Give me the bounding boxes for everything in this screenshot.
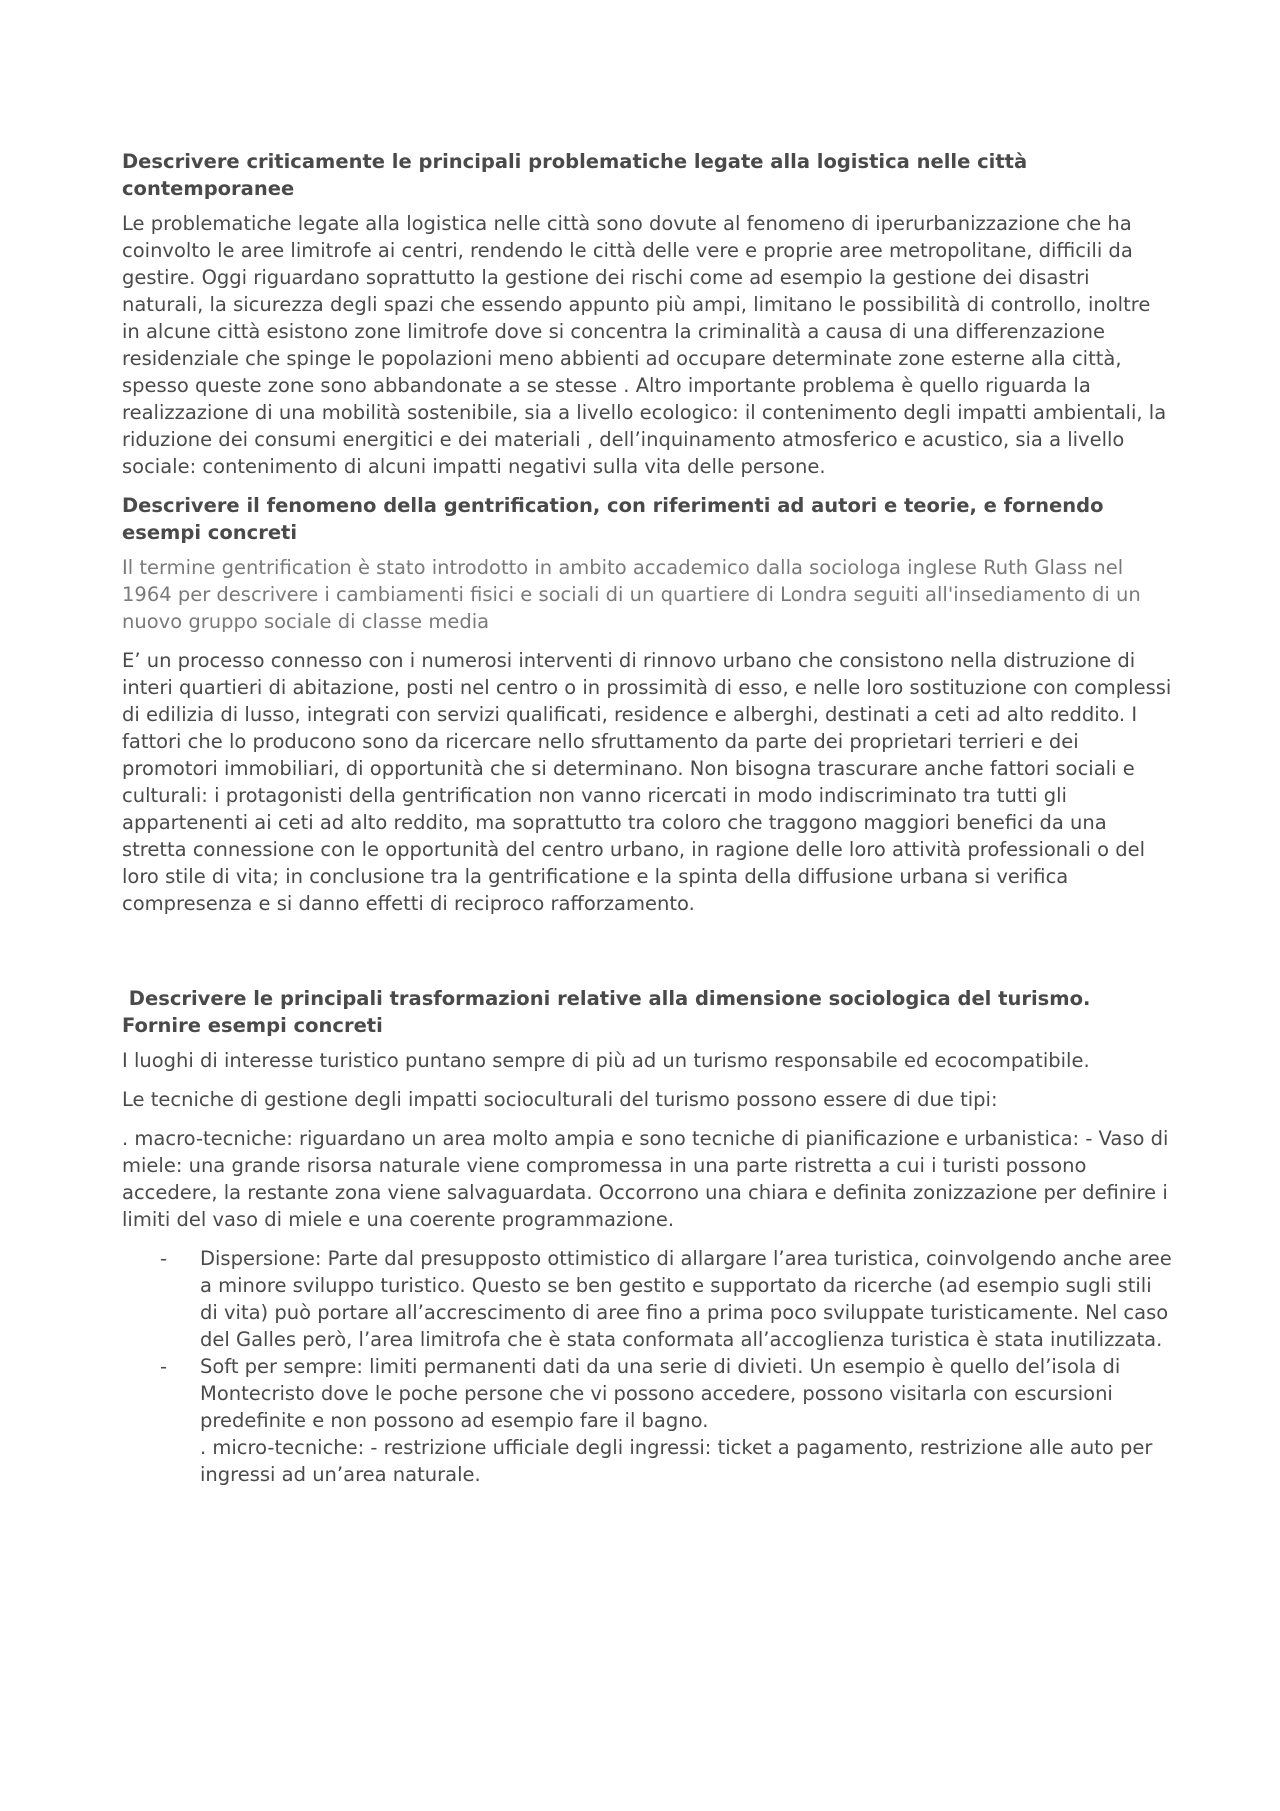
spacer — [122, 929, 1172, 985]
section-heading-gentrification: Descrivere il fenomeno della gentrification, con riferimenti ad autori e teorie, e fornendo esempi concreti — [122, 494, 1104, 544]
paragraph: Le tecniche di gestione degli impatti socioculturali del turismo possono essere di due tipi: — [122, 1088, 998, 1111]
document-page — [122, 148, 1172, 1488]
paragraph: . macro-tecniche: riguardano un area molto ampia e sono tecniche di pianificazione e urbanistica: - Vaso di miele: una grande risorsa naturale viene compromessa in una parte ristretta a cui i turisti possono accedere, la restante zona viene salvaguardata. Occorrono una chiara e definita zonizzazione per definire i limiti del vaso di miele e una coerente programmazione. — [122, 1127, 1169, 1231]
paragraph: E’ un processo connesso con i numerosi interventi di rinnovo urbano che consistono nella distruzione di interi quartieri di abitazione, posti nel centro o in prossimità di esso, e nelle loro sostituzione con complessi di edilizia di lusso, integrati con servizi qualificati, residence e alberghi, destinati a ceti ad alto reddito. I fattori che lo producono sono da ricercare nello sfruttamento da parte dei proprietari terrieri e dei promotori immobiliari, di opportunità che si determinano. Non bisogna trascurare anche fattori sociali e culturali: i protagonisti della gentrification non vanno ricercati in modo indiscriminato tra tutti gli appartenenti ai ceti ad alto reddito, ma soprattutto tra coloro che traggono maggiori benefici da una stretta connessione con le opportunità del centro urbano, in ragione delle loro attività professionali o del loro stile di vita; in conclusione tra la gentrificatione e la spinta della diffusione urbana si verifica compresenza e si danno effetti di reciproco rafforzamento. — [122, 649, 1172, 915]
section-heading-logistica: Descrivere criticamente le principali problematiche legate alla logistica nelle città contemporanee — [122, 150, 1028, 200]
section-heading-turismo: Descrivere le principali trasformazioni relative alla dimensione sociologica del turismo. Fornire esempi concreti — [122, 987, 1098, 1037]
paragraph: Le problematiche legate alla logistica nelle città sono dovute al fenomeno di iperurbanizzazione che ha coinvolto le aree limitrofe ai centri, rendendo le città delle vere e proprie aree metropolitane, difficili da gestire. Oggi riguardano soprattutto la gestione dei rischi come ad esempio la gestione dei disastri naturali, la sicurezza degli spazi che essendo appunto più ampi, limitano le possibilità di controllo, inoltre in alcune città esistono zone limitrofe dove si concentra la criminalità a causa di una differenzazione residenziale che spinge le popolazioni meno abbienti ad occupare determinate zone esterne alla città, spesso queste zone sono abbandonate a se stesse . Altro importante problema è quello riguarda la realizzazione di una mobilità sostenibile, sia a livello ecologico: il contenimento degli impatti ambientali, la riduzione dei consumi energitici e dei materiali , dell’inquinamento atmosferico e acustico, sia a livello sociale: contenimento di alcuni impatti negativi sulla vita delle persone. — [122, 212, 1167, 478]
paragraph: I luoghi di interesse turistico puntano sempre di più ad un turismo responsabile ed ecocompatibile. — [122, 1049, 1090, 1072]
dash-bullet: - — [160, 1247, 168, 1270]
list-item-text: Soft per sempre: limiti permanenti dati da una serie di divieti. Un esempio è quello del’isola di Montecristo dove le poche persone che vi possono accedere, possono visitarla con escursioni predefinite e non possono ad esempio fare il bagno. — [200, 1355, 1121, 1432]
list-item — [122, 1353, 1172, 1488]
list-item — [122, 1245, 1172, 1353]
technique-list — [122, 1245, 1172, 1488]
list-item-text: Dispersione: Parte dal presupposto ottimistico di allargare l’area turistica, coinvolgendo anche aree a minore sviluppo turistico. Questo se ben gestito e supportato da ricerche (ad esempio sugli stili di vita) può portare all’accrescimento di aree fino a prima poco sviluppate turisticamente. Nel caso del Galles però, l’area limitrofa che è stata conformata all’accoglienza turistica è stata inutilizzata. — [200, 1247, 1172, 1351]
list-item-continuation: . micro-tecniche: - restrizione ufficiale degli ingressi: ticket a pagamento, restrizione alle auto per ingressi ad un’area naturale. — [200, 1436, 1153, 1486]
paragraph-definition: Il termine gentrification è stato introdotto in ambito accademico dalla sociologa inglese Ruth Glass nel 1964 per descrivere i cambiamenti fisici e sociali di un quartiere di Londra seguiti all'insediamento di un nuovo gruppo sociale di classe media — [122, 556, 1141, 633]
dash-bullet: - — [160, 1355, 168, 1378]
